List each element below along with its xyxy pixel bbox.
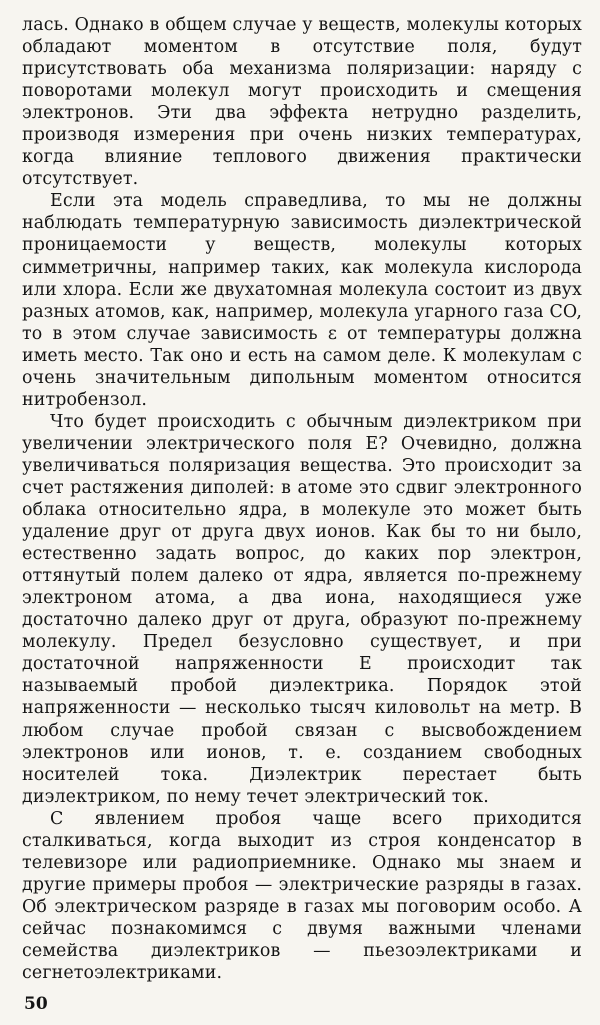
paragraph-3: Что будет происходить с обычным диэлектриком при увеличении электрического поля E? Очевидно, должна увеличиваться поляризация вещества. Это происходит за счет растяжения диполей: в атоме это сдвиг электронного облака относительно ядра, в молекуле это может быть удаление друг от друга двух ионов. Как бы то ни было, естественно задать вопрос, до каких пор электрон, оттянутый полем далеко от ядра, является по-прежнему электроном атома, а два иона, находящиеся уже достаточно далеко друг от друга, образуют по-прежнему молекулу. Предел безусловно существует, и при достаточной напряженности E происходит так называемый пробой диэлектрика. Порядок этой напряженности — несколько тысяч киловольт на метр. В любом случае пробой связан с высвобождением электронов или ионов, т. е. созданием свободных носителей тока. Диэлектрик перестает быть диэлектриком, по нему течет электрический ток. — [22, 411, 582, 807]
paragraph-4: С явлением пробоя чаще всего приходится сталкиваться, когда выходит из строя конденсатор в телевизоре или радиоприемнике. Однако мы знаем и другие примеры пробоя — электрические разряды в газах. Об электрическом разряде в газах мы поговорим особо. А сейчас познакомимся с двумя важными членами семейства диэлектриков — пьезоэлектриками и сегнетоэлектриками. — [22, 808, 582, 984]
page-number: 50 — [24, 994, 48, 1014]
page-body — [22, 14, 582, 984]
paragraph-2: Если эта модель справедлива, то мы не должны наблюдать температурную зависимость диэлектрической проницаемости у веществ, молекулы которых симметричны, например таких, как молекула кислорода или хлора. Если же двухатомная молекула состоит из двух разных атомов, как, например, молекула угарного газа CO, то в этом случае зависимость ε от температуры должна иметь место. Так оно и есть на самом деле. К молекулам с очень значительным дипольным моментом относится нитробензол. — [22, 191, 582, 410]
paragraph-1: лась. Однако в общем случае у веществ, молекулы которых обладают моментом в отсутствие поля, будут присутствовать оба механизма поляризации: наряду с поворотами молекул могут происходить и смещения электронов. Эти два эффекта нетрудно разделить, производя измерения при очень низких температурах, когда влияние теплового движения практически отсутствует. — [22, 15, 582, 190]
